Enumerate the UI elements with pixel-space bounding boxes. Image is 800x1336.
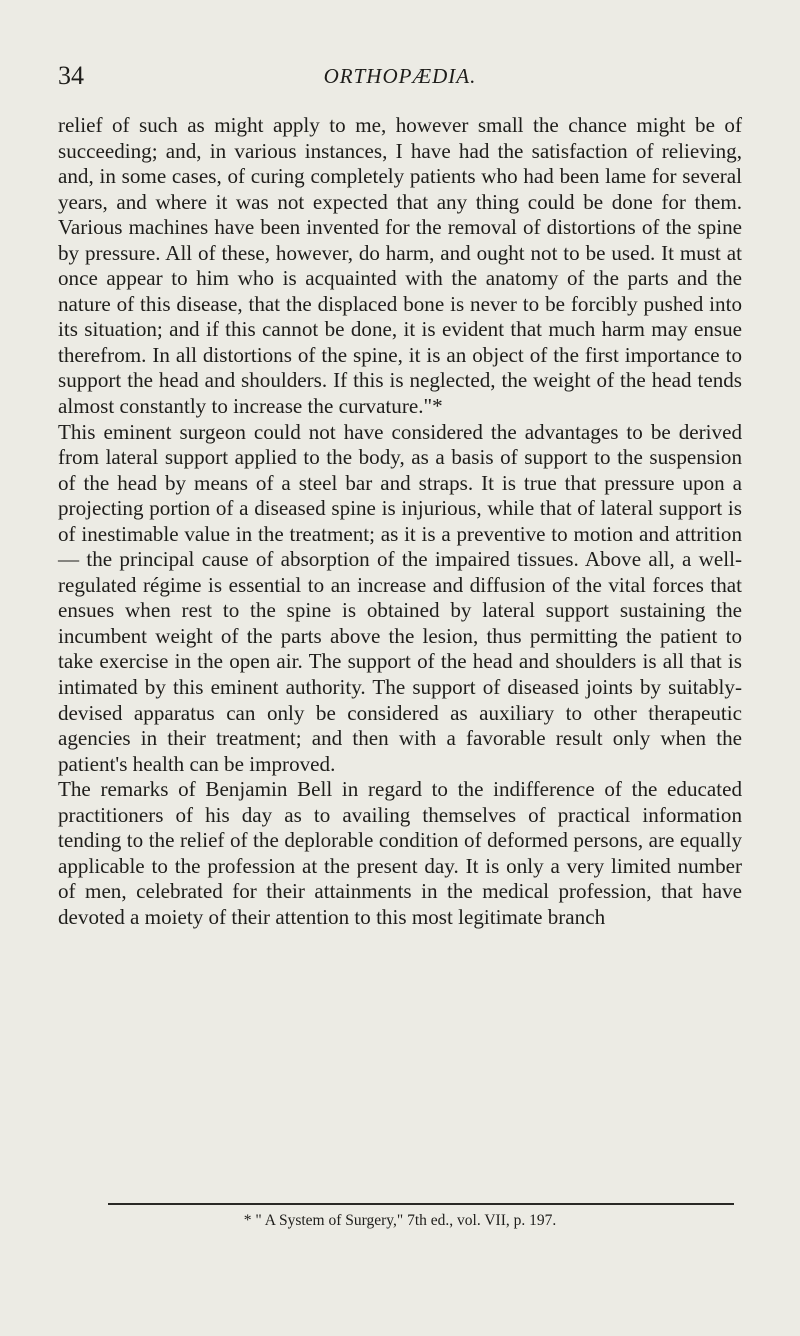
body-text — [58, 113, 742, 931]
paragraph: relief of such as might apply to me, however small the chance might be of succeeding; and, in various instances, I have had the satisfaction of relieving, and, in some cases, of curing completely patients who had been lame for several years, and where it was not expected that any thing could be done for them. Various machines have been invented for the removal of distortions of the spine by pressure. All of these, however, do harm, and ought not to be used. It must at once appear to him who is acquainted with the anatomy of the parts and the nature of this disease, that the displaced bone is never to be forcibly pushed into its situation; and if this cannot be done, it is evident that much harm may ensue therefrom. In all distortions of the spine, it is an object of the first importance to support the head and shoulders. If this is neglected, the weight of the head tends almost constantly to increase the curvature."* — [58, 113, 742, 419]
running-head: ORTHOPÆDIA. — [323, 64, 477, 88]
footnote-divider — [108, 1203, 734, 1205]
paragraph: This eminent surgeon could not have considered the advantages to be derived from lateral support applied to the body, as a basis of support to the suspension of the head by means of a steel bar and straps. It is true that pressure upon a projecting portion of a diseased spine is injurious, while that of lateral support is of inestimable value in the treatment; as it is a preventive to motion and attrition — the principal cause of absorption of the impaired tissues. Above all, a well-regulated régime is essential to an increase and diffusion of the vital forces that ensues when rest to the spine is obtained by lateral support sustaining the incumbent weight of the parts above the lesion, thus permitting the patient to take exercise in the open air. The support of the head and shoulders is all that is intimated by this eminent authority. The support of diseased joints by suitably-devised apparatus can only be considered as auxiliary to other therapeutic agencies in their treatment; and then with a favorable result only when the patient's health can be improved. — [58, 419, 742, 776]
footnote: * " A System of Surgery," 7th ed., vol. VII, p. 197. — [243, 1212, 557, 1229]
paragraph: The remarks of Benjamin Bell in regard to the indifference of the educated practitioners of his day as to availing themselves of practical information tending to the relief of the deplorable condition of deformed persons, are equally applicable to the profession at the present day. It is only a very limited number of men, celebrated for their attainments in the medical profession, that have devoted a moiety of their attention to this most legitimate branch — [58, 777, 742, 929]
page-number: 34 — [58, 61, 84, 90]
page-header — [58, 56, 742, 96]
